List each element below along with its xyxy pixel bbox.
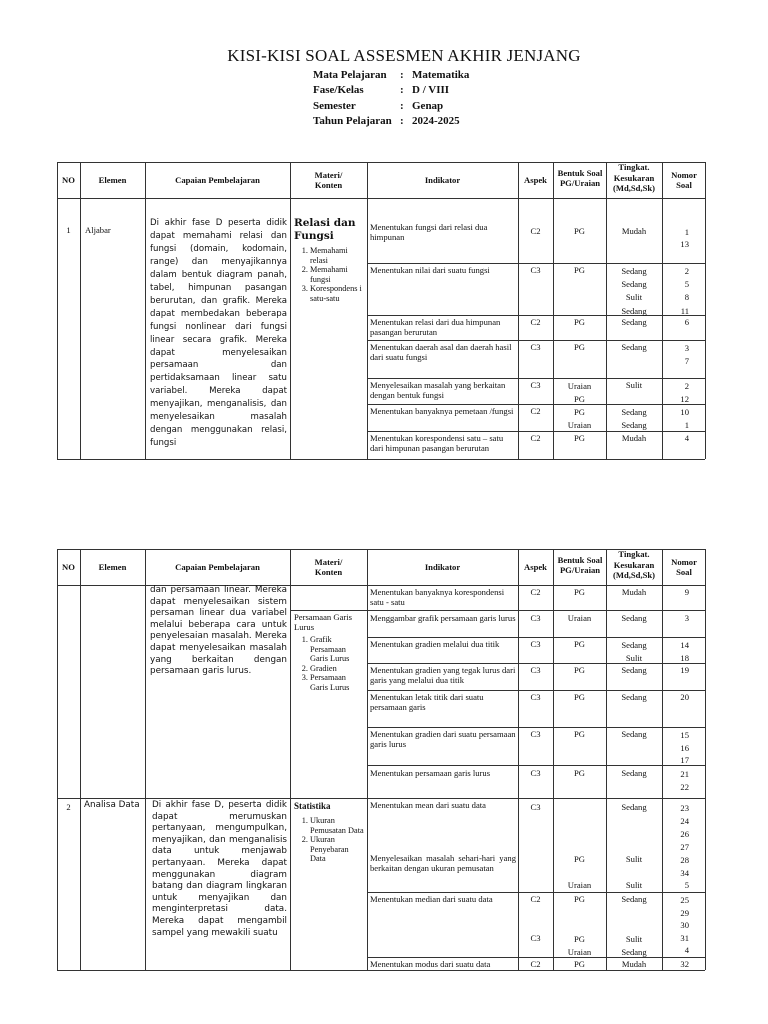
indikator-cell: Menentukan letak titik dari suatu persamaan garis [370,692,484,713]
indikator-cell: Menentukan banyaknya korespondensi satu - satu [370,587,505,608]
nomor-cell [662,380,705,405]
bentuk-cell: PG [574,959,585,969]
aspek-cell: C3 [530,342,541,352]
bentuk-cell: PG [574,317,585,327]
header-nomor: Nomor Soal [671,169,697,190]
bentuk-cell: Uraian [567,880,592,890]
bentuk-cell: PG [574,342,585,352]
aspek-cell: C2 [530,406,541,416]
nomor-value: 10 [680,407,689,417]
bentuk-value: Uraian [567,381,592,391]
tingkat-cell: Sedang [621,729,647,739]
meta-row-tahun [313,114,469,129]
nomor-value: 25 [680,895,689,905]
header-capaian: Capaian Pembelajaran [175,561,260,572]
meta-row-mapel [313,68,469,83]
materi-item: 2. Memahami fungsi [310,265,364,284]
indikator-cell: Menentukan modus dari suatu data [370,959,491,969]
nomor-value: 4 [684,945,689,955]
indikator-cell: Menentukan relasi dari dua himpunan pasangan berurutan [370,317,501,338]
indikator-cell: Menentukan banyaknya pemetaan /fungsi [370,406,514,416]
meta-label: Fase/Kelas [313,84,364,97]
bentuk-value: PG [574,934,585,944]
nomor-value: 2 [684,266,689,276]
bentuk-cell: Uraian [567,613,592,623]
tingkat-cell: Sedang [621,613,647,623]
nomor-value: 1 [684,227,689,237]
nomor-value: 5 [684,880,689,891]
bentuk-value: Uraian [567,419,592,430]
header-elemen: Elemen [98,174,127,185]
meta-colon: : [400,84,404,97]
header-tingkat: Tingkat. Kesukaran (Md,Sd,Sk) [612,549,656,581]
tingkat-cell: Mudah [621,433,647,443]
nomor-value: 2 [684,381,689,391]
header-nomor: Nomor Soal [671,556,697,577]
materi-item: 3. Persamaan Garis Lurus [310,673,364,692]
nomor-value: 7 [684,356,689,366]
nomor-value: 16 [680,742,689,753]
meta-label: Mata Pelajaran [313,69,387,81]
nomor-cell [662,729,705,767]
tingkat-cell: Sedang [621,894,647,904]
aspek-cell: C3 [530,933,541,943]
tingkat-cell: Sulit [625,380,643,390]
meta-value: D / VIII [412,84,450,97]
tingkat-value: Sulit [625,934,643,944]
tingkat-value: Sedang [621,419,647,430]
nomor-value: 14 [680,640,689,650]
materi-item: 1. Grafik Persamaan Garis Lurus [310,635,364,664]
bentuk-cell: PG [574,692,585,702]
bentuk-cell: PG [574,729,585,739]
nomor-value: 30 [680,920,689,930]
tingkat-value: Sedang [621,946,647,957]
nomor-cell [662,639,705,664]
bentuk-cell: PG [574,665,585,675]
meta-colon: : [400,99,404,112]
indikator-cell: Menggambar grafik persamaan garis lurus [370,613,516,623]
tingkat-cell: Sedang [621,317,647,327]
materi-cell [294,612,364,692]
aspek-cell: C3 [530,802,541,812]
nomor-value: 13 [680,239,689,249]
document-meta [313,68,469,129]
tingkat-value: Sulit [625,652,643,663]
nomor-value: 29 [680,907,689,918]
aspek-cell: C3 [530,768,541,778]
header-capaian: Capaian Pembelajaran [175,174,260,185]
nomor-value: 26 [680,828,689,839]
meta-value: Matematika [412,69,470,81]
header-bentuk: Bentuk Soal PG/Uraian [557,167,603,188]
nomor-cell [662,342,705,368]
bentuk-cell: PG [574,587,585,597]
meta-row-semester [313,99,469,114]
bentuk-cell: PG [574,639,585,649]
aspek-cell: C3 [530,613,541,623]
header-materi: Materi/ Konten [314,556,343,577]
tingkat-cell: Sulit [625,880,643,890]
aspek-cell: C3 [530,265,541,275]
indikator-cell: Menentukan gradien dari suatu persamaan garis lurus [370,729,516,750]
aspek-cell: C2 [530,317,541,327]
bentuk-value: Uraian [567,946,592,957]
tingkat-value: Sedang [621,640,647,650]
tingkat-cell: Mudah [621,959,647,969]
header-no: NO [62,561,75,572]
header-materi: Materi/ Konten [314,169,343,190]
materi-item: 3. Korespondens i satu-satu [310,284,364,303]
nomor-value: 22 [680,781,689,792]
aspek-cell: C3 [530,692,541,702]
bentuk-value: PG [574,407,585,417]
nomor-cell [662,406,705,431]
materi-list [294,246,364,303]
nomor-value: 34 [680,867,689,878]
nomor-cell: 20 [680,692,689,702]
tingkat-cell: Sedang [621,342,647,352]
materi-title: Persamaan Garis Lurus [294,612,352,632]
meta-colon: : [400,114,404,127]
meta-colon: : [400,69,404,81]
aspek-cell: C2 [530,959,541,969]
tingkat-cell [606,265,662,318]
capaian-text: Di akhir fase D peserta didik dapat memahami relasi dan fungsi (domain, kodomain, range) dan menyajikannya dalam bentuk diagram panah, tabel, himpunan pasangan berurutan, dan grafik. Mereka dapat membedakan beberapa fungsi nonlinear dari fungsi linear secara grafik. Mereka dapat menyelesaikan persamaan dan pertidaksamaan linear satu variabel. Mereka dapat menyajikan, menganalisis, dan menyelesaikan masalah dengan menggunakan relasi, fungsi [150,218,287,449]
bentuk-cell: PG [574,433,585,443]
materi-cell [294,801,364,864]
tingkat-cell [606,933,662,958]
nomor-cell: 6 [684,317,689,327]
bentuk-cell: PG [574,265,585,275]
nomor-value: 17 [680,755,689,765]
indikator-cell: Menentukan gradien melalui dua titik [370,639,500,649]
materi-list [294,816,364,864]
meta-label: Semester [313,99,356,112]
row-elemen: Analisa Data [84,800,140,810]
nomor-cell: 9 [684,587,689,597]
aspek-cell: C3 [530,665,541,675]
meta-value: Genap [412,99,444,112]
bentuk-cell: PG [574,768,585,778]
nomor-value: 3 [684,343,689,353]
bentuk-cell [553,933,606,958]
tingkat-cell: Sedang [621,802,647,812]
tingkat-value: Sedang [621,279,647,290]
nomor-cell [662,265,705,318]
indikator-cell: Menentukan median dari suatu data [370,894,493,904]
bentuk-cell: PG [574,894,585,904]
header-tingkat: Tingkat. Kesukaran (Md,Sd,Sk) [612,162,656,194]
nomor-value: 12 [680,393,689,404]
aspek-cell: C2 [530,587,541,597]
nomor-value: 27 [680,841,689,852]
materi-item: 2. Ukuran Penyebaran Data [310,835,364,864]
indikator-cell: Menentukan fungsi dari relasi dua himpunan [370,222,488,243]
nomor-value: 23 [680,803,689,813]
nomor-value: 1 [684,419,689,430]
tingkat-cell [606,639,662,664]
header-no: NO [62,174,75,185]
nomor-value: 28 [680,854,689,865]
bentuk-cell [553,380,606,405]
tingkat-cell: Mudah [621,226,647,236]
aspek-cell: C3 [530,380,541,390]
bentuk-cell: PG [574,226,585,236]
nomor-cell [662,768,705,793]
row-elemen: Aljabar [85,225,111,235]
tingkat-value: Sulit [625,292,643,303]
meta-label: Tahun Pelajaran [313,114,392,127]
capaian-text-cont: dan persamaan linear. Mereka dapat menyelesaikan sistem persaman linear dua variabel melalui beberapa cara untuk penyelesaian masalah. Mereka dapat menyelesaikan masalah yang berkaitan dengan persamaan garis lurus. [150,585,287,677]
header-indikator: Indikator [424,561,461,572]
tingkat-cell: Sedang [621,665,647,675]
nomor-cell: 4 [684,433,689,443]
indikator-cell: Menentukan persamaan garis lurus [370,768,491,778]
tingkat-value: Sedang [621,407,647,417]
nomor-cell: 3 [684,613,689,623]
tingkat-value: Sedang [621,266,647,276]
indikator-cell: Menentukan korespondensi satu – satu dari himpunan pasangan berurutan [370,433,504,454]
nomor-cell: 19 [680,665,689,675]
nomor-value: 31 [680,932,689,943]
tingkat-cell: Sedang [621,768,647,778]
nomor-value: 15 [680,730,689,740]
meta-row-fase [313,83,469,98]
nomor-value: 11 [680,305,689,316]
document-title: KISI-KISI SOAL ASSESMEN AKHIR JENJANG [227,46,581,65]
aspek-cell: C3 [530,639,541,649]
nomor-value: 8 [684,292,689,303]
tingkat-cell [606,406,662,431]
tingkat-cell: Mudah [621,587,647,597]
indikator-cell: Menyelesaikan masalah yang berkaitan dengan bentuk fungsi [370,380,506,401]
indikator-cell: Menentukan nilai dari suatu fungsi [370,265,490,275]
materi-item: 1. Ukuran Pemusatan Data [310,816,364,835]
header-indikator: Indikator [424,174,461,185]
header-aspek: Aspek [524,561,547,572]
aspek-cell: C3 [530,729,541,739]
aspek-cell: C2 [530,226,541,236]
tingkat-cell: Sedang [621,692,647,702]
nomor-value: 18 [680,652,689,663]
header-bentuk: Bentuk Soal PG/Uraian [557,554,603,575]
row-no: 2 [66,802,71,812]
capaian-text: Di akhir fase D, peserta didik dapat merumuskan pertanyaan, mengumpulkan, menyajikan, dan menganalisis data untuk menjawab pertanyaan. Mereka dapat menggunakan diagram batang dan diagram lingkaran untuk menyajikan dan menginterpretasi data. Mereka dapat mengambil sampel yang mewakili suatu [152,800,287,938]
meta-value: 2024-2025 [412,114,460,127]
nomor-value: 5 [684,279,689,290]
bentuk-value: PG [574,393,585,404]
aspek-cell: C2 [530,433,541,443]
materi-list [294,635,364,692]
nomor-cell: 32 [680,959,689,969]
indikator-cell: Menentukan gradien yang tegak lurus dari garis yang melalui dua titik [370,665,516,686]
header-aspek: Aspek [524,174,547,185]
tingkat-cell: Sulit [625,854,643,864]
header-elemen: Elemen [98,561,127,572]
materi-item: 1. Memahami relasi [310,246,364,265]
indikator-cell: Menyelesaikan masalah sehari-hari yang berkaitan dengan ukuran pemusatan [370,853,516,874]
nomor-value: 24 [680,815,689,826]
nomor-value: 21 [680,769,689,779]
nomor-cell [662,894,705,957]
indikator-cell: Menentukan mean dari suatu data [370,800,486,810]
materi-title: Statistika [294,801,331,811]
materi-title: Relasi dan Fungsi [294,217,356,242]
bentuk-cell: PG [574,854,585,864]
bentuk-cell [553,406,606,431]
nomor-cell [662,226,705,250]
aspek-cell: C2 [530,894,541,904]
tingkat-value: Sedang [621,305,647,316]
nomor-cell [662,802,705,892]
materi-cell [294,217,364,303]
materi-item: 2. Gradien [310,664,364,674]
indikator-cell: Menentukan daerah asal dan daerah hasil dari suatu fungsi [370,342,512,363]
row-no: 1 [66,225,71,235]
